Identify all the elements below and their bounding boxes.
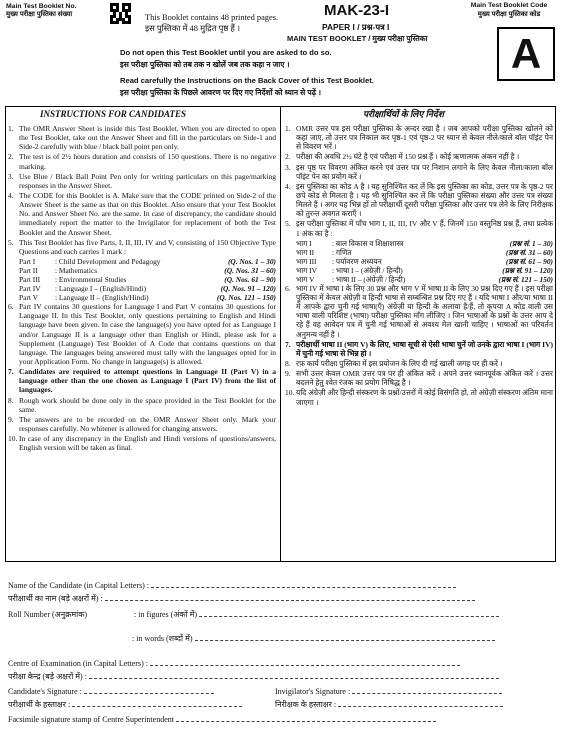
invigilator-signature-line[interactable]: [352, 686, 502, 694]
candidate-name-field[interactable]: [8, 580, 456, 591]
instruction-item: 6. भाग IV में भाषा I के लिए 30 प्रश्न और भाग V में भाषा II के लिए 30 प्रश्न दिए गए हैं । इस परीक्षा पुस्तिका में केवल अंग्रेज़ी व हिन्दी भाषा से सम्बन्धित प्रश्न दिए गए हैं । यदि भाषा I और/या भाषा II में आपके द्वारा चुनी गई भाषा(एँ) अंग्रेज़ी या हिन्दी के अलावा है/हैं, तो कृपया A कोड वाली उस भाषा वाली परिशिष्ट (भाषा) परीक्षा पुस्तिका माँग लीजिए । जिन भाषाओं के प्रश्नों के उत्तर आप दे रहे हैं वह आवेदन पत्र में चुनी गई भाषाओं से अवश्य मेल खानी चाहिए । भाषाओं का परिवर्तन अनुमन्य नहीं है ।: [285, 283, 553, 339]
part-row: भाग II : गणित (प्रश्न सं. 31 – 60): [296, 247, 553, 257]
invigilator-signature-hi-line[interactable]: [338, 699, 503, 707]
exam-centre-field[interactable]: [8, 658, 460, 669]
roll-figures-label: : in figures (अंकों में): [134, 610, 198, 619]
header-center: [145, 12, 465, 43]
part-row: Part V : Language II – (English/Hindi) (Q. Nos. 121 – 150): [19, 293, 276, 303]
invigilator-signature-label-hi: निरीक्षक के हस्ताक्षर :: [275, 700, 337, 709]
exam-centre-label-hi: परीक्षा केन्द्र (बड़े अक्षरों में) :: [8, 672, 87, 681]
warning-2-en: Read carefully the Instructions on the Back Cover of this Test Booklet.: [120, 76, 374, 85]
instruction-item: 2. परीक्षा की अवधि 2½ घंटे है एवं परीक्षा में 150 प्रश्न हैं । कोई ऋणात्मक अंकन नहीं है ।: [285, 152, 520, 162]
instruction-item: 10. यदि अंग्रेज़ी और हिन्दी संस्करण के प्रश्नों/उत्तरों में कोई विसंगति हो, तो अंग्रेज़ी संस्करण अंतिम माना जाएगा ।: [285, 388, 553, 407]
instruction-item: 6. Part IV contains 30 questions for Language I and Part V contains 30 questions for Language II. In this Test Booklet, only questions pertaining to English and Hindi language have been given. In case the language(s) you have opted for as Language I and/or Language II is a language other than English or Hindi, please ask for a Supplement (Language) Test Booklet of A Code that contains questions on that language. The languages being answered must tally with the languages opted for in your Application Form. No change in language(s) is allowed.: [8, 302, 276, 366]
part-row: भाग I : बाल विकास व शिक्षाशास्त्र (प्रश्न सं. 1 – 30): [296, 238, 553, 248]
paper-label: PAPER I / प्रश्न-पत्र I: [322, 22, 390, 32]
roll-figures-line[interactable]: [199, 609, 499, 617]
instruction-item: 9. The answers are to be recorded on the OMR Answer Sheet only. Mark your responses carefully. No whitener is allowed for changing answers.: [8, 414, 276, 433]
exam-centre-hi-line[interactable]: [89, 671, 499, 679]
instruction-item: 1. The OMR Answer Sheet is inside this Test Booklet. When you are directed to open the Test Booklet, take out the Answer Sheet and fill in the particulars on Side-1 and Side-2 carefully with blue / black ball point pen only.: [8, 124, 276, 152]
booklet-no-label-en: Main Test Booklet No.: [6, 3, 77, 10]
roll-words-label: : in words (शब्दों में): [132, 634, 193, 643]
parts-list-en: [8, 257, 276, 302]
invigilator-signature-hi-field[interactable]: [275, 699, 503, 710]
candidate-name-label-hi: परीक्षार्थी का नाम (बड़े अक्षरों में) :: [8, 594, 103, 603]
invigilator-signature-field[interactable]: [275, 686, 502, 697]
printed-pages-hi: इस पुस्तिका में 48 मुद्रित पृष्ठ हैं ।: [145, 24, 241, 34]
booklet-no-label-hi: मुख्य परीक्षा पुस्तिका संख्या: [6, 11, 73, 19]
warning-1-en: Do not open this Test Booklet until you are asked to do so.: [120, 48, 332, 57]
main-test-booklet-no-label: [6, 3, 77, 20]
part-row: Part I : Child Development and Pedagogy (Q. Nos. 1 – 30): [19, 256, 276, 266]
main-test-booklet-label: MAIN TEST BOOKLET / मुख्य परीक्षा पुस्तिका: [287, 34, 428, 43]
instructions-en: [8, 124, 276, 453]
exam-centre-line[interactable]: [150, 658, 460, 666]
instruction-item: 10. In case of any discrepancy in the English and Hindi versions of questions/answers, English version will be taken as final.: [8, 434, 276, 453]
instructions-title-hi: परीक्षार्थियों के लिए निर्देश: [363, 109, 444, 119]
exam-code: MAK-23-I: [324, 2, 390, 19]
part-row: Part III : Environmental Studies (Q. Nos. 61 – 90): [19, 275, 276, 285]
candidate-signature-line[interactable]: [84, 686, 214, 694]
booklet-code-box: A: [497, 27, 555, 81]
part-row: Part IV : Language I – (English/Hindi) (Q. Nos. 91 – 120): [19, 284, 276, 294]
instruction-item: 3. Use Blue / Black Ball Point Pen only for writing particulars on this page/marking responses in the Answer Sheet.: [8, 171, 276, 190]
instruction-item: 8. रफ़ कार्य परीक्षा पुस्तिका में इस प्रयोजन के लिए दी गई खाली जगह पर ही करें ।: [285, 358, 503, 368]
part-row: भाग III : पर्यावरण अध्ययन (प्रश्न सं. 61 – 90): [296, 256, 553, 266]
roll-number-label: Roll Number (अनुक्रमांक): [8, 610, 88, 619]
column-divider: [280, 106, 281, 562]
part-row: भाग IV : भाषा I – (अंग्रेज़ी / हिन्दी) (प्रश्न सं. 91 – 120): [296, 265, 553, 275]
instruction-item: 1. OMR उत्तर पत्र इस परीक्षा पुस्तिका के अन्दर रखा है । जब आपको परीक्षा पुस्तिका खोलने को कहा जाए, तो उत्तर पत्र निकाल कर पृष्ठ-1 एवं पृष्ठ-2 पर ध्यान से केवल नीले/काले बॉल पॉइंट पेन से विवरण भरें ।: [285, 124, 553, 152]
facsimile-stamp-field[interactable]: [8, 714, 436, 725]
instruction-item: 2. The test is of 2½ hours duration and consists of 150 questions. There is no negative marking.: [8, 152, 276, 171]
candidate-signature-field[interactable]: [8, 686, 214, 697]
candidate-name-hi-line[interactable]: [105, 593, 475, 601]
instruction-item: 5. इस परीक्षा पुस्तिका में पाँच भाग I, II, III, IV और V हैं, जिनमें 150 वस्तुनिष्ठ प्रश्न हैं, तथा प्रत्येक 1 अंक का है :: [285, 219, 553, 238]
roll-number-figures-field[interactable]: [8, 609, 499, 620]
part-row: Part II : Mathematics (Q. Nos. 31 – 60): [19, 266, 276, 275]
instruction-item: 3. इस पृष्ठ पर विवरण अंकित करने एवं उत्तर पत्र पर निशान लगाने के लिए केवल नीला/काला बॉल पॉइंट पेन का प्रयोग करें ।: [285, 162, 553, 181]
printed-pages-en: This Booklet contains 48 printed pages.: [145, 13, 279, 22]
candidate-signature-hi-line[interactable]: [72, 699, 242, 707]
candidate-name-line[interactable]: [151, 580, 456, 588]
roll-number-words-field[interactable]: [132, 633, 495, 644]
candidate-signature-label: Candidate's Signature :: [8, 687, 82, 696]
booklet-code-label-en: Main Test Booklet Code: [470, 2, 548, 9]
booklet-code-label-hi: मुख्य परीक्षा पुस्तिका कोड: [477, 10, 541, 18]
instruction-item: 7. Candidates are required to attempt questions in Language II (Part V) in a language other than the one chosen as Language I (Part IV) from the list of languages.: [8, 367, 276, 395]
facsimile-stamp-label: Facsimile signature stamp of Centre Superintendent: [8, 715, 174, 724]
parts-list-hi: [285, 239, 553, 284]
instructions-hi: [285, 124, 553, 408]
instruction-item: 5. This Test Booklet has five Parts, I, II, III, IV and V, consisting of 150 Objective Type Questions and each carries 1 mark :: [8, 237, 276, 256]
candidate-signature-label-hi: परीक्षार्थी के हस्ताक्षर :: [8, 700, 71, 709]
candidate-signature-hi-field[interactable]: [8, 699, 242, 710]
warning-2-hi: इस परीक्षा पुस्तिका के पिछले आवरण पर दिए गए निर्देशों को ध्यान से पढ़ें ।: [120, 88, 321, 97]
candidate-name-label: Name of the Candidate (in Capital Letters) :: [8, 581, 150, 590]
instruction-item: 7. परीक्षार्थी भाषा II (भाग V) के लिए, भाषा सूची से ऐसी भाषा चुनें जो उनके द्वारा भाषा I (भाग IV) में चुनी गई भाषा से भिन्न हो ।: [285, 339, 553, 358]
instruction-item: 4. The CODE for this Booklet is A. Make sure that the CODE printed on Side-2 of the Answer Sheet is the same as that on this Booklet. Also ensure that your Test Booklet No. and Answer Sheet No. are the same. In case of discrepancy, the candidate should immediately report the matter to the Invigilator for replacement of both the Test Booklet and the Answer Sheet.: [8, 190, 276, 237]
invigilator-signature-label: Invigilator's Signature :: [275, 687, 351, 696]
facsimile-stamp-line[interactable]: [176, 714, 436, 722]
instructions-title-en: INSTRUCTIONS FOR CANDIDATES: [40, 109, 187, 119]
candidate-name-hi-field[interactable]: [8, 593, 475, 604]
instruction-item: 4. इस पुस्तिका का कोड A है । यह सुनिश्चित कर लें कि इस पुस्तिका का कोड, उत्तर पत्र के पृष्ठ-2 पर छपे कोड से मिलता है । यह भी सुनिश्चित कर लें कि परीक्षा पुस्तिका संख्या और उत्तर पत्र संख्या मिलते हैं । अगर यह भिन्न हों तो परीक्षार्थी दूसरी परीक्षा पुस्तिका और उत्तर पत्र लेने के लिए निरीक्षक को तुरन्त अवगत कराएँ ।: [285, 181, 553, 219]
qr-code-icon: [110, 3, 131, 24]
instruction-item: 8. Rough work should be done only in the space provided in the Test Booklet for the same.: [8, 395, 276, 414]
booklet-code-label: [461, 2, 557, 20]
exam-centre-label: Centre of Examination (in Capital Letters) :: [8, 659, 148, 668]
part-row: भाग V : भाषा II – (अंग्रेज़ी / हिन्दी) (प्रश्न सं. 121 – 150): [296, 274, 553, 284]
warning-1-hi: इस परीक्षा पुस्तिका को तब तक न खोलें जब तक कहा न जाए ।: [120, 60, 290, 69]
instruction-item: 9. सभी उत्तर केवल OMR उत्तर पत्र पर ही अंकित करें । अपने उत्तर ध्यानपूर्वक अंकित करें । उत्तर बदलने हेतु श्वेत रंजक का प्रयोग निषिद्ध है ।: [285, 369, 553, 388]
exam-centre-hi-field[interactable]: [8, 671, 499, 682]
roll-words-line[interactable]: [195, 633, 495, 641]
